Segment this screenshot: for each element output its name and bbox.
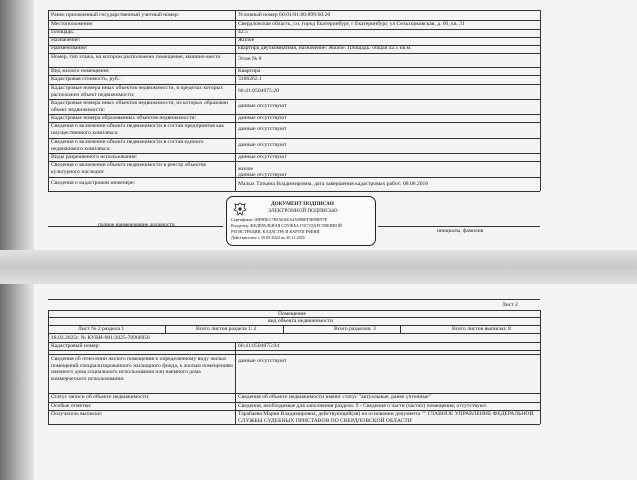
row-value: Сведения, необходимые для заполнения раздела: 9 - Сведения о части (частях) помещения, отсутствуют. bbox=[238, 403, 488, 409]
row-value: данные отсутствуют bbox=[238, 154, 287, 160]
sheet-number: Лист 2 bbox=[502, 302, 518, 308]
stamp-subtitle: ЭЛЕКТРОННОЙ ПОДПИСЬЮ bbox=[268, 208, 338, 214]
row-value: жилое bbox=[238, 166, 253, 172]
row-label: Ранее присвоенный государственный учетный номер: bbox=[51, 12, 180, 18]
sheets-total: Всего листов выписки: 8 bbox=[452, 326, 511, 332]
row-label: Сведения о включении объекта недвижимости в реестр объектов культурного наследия: bbox=[51, 162, 206, 175]
row-value: Жилое bbox=[238, 37, 255, 43]
row-label: Получатель выписки: bbox=[51, 411, 103, 417]
row-value: Тарабаева Мария Владимировна, действующий(ая) на основании документа "" ГЛАВНОЕ УПРАВЛЕНИЕ ФЕДЕРАЛЬНОЙ СЛУЖБЫ СУДЕБНЫХ ПРИСТАВОВ ПО СВЕРДЛОВСКОЙ ОБЛАСТИ bbox=[238, 411, 534, 424]
row-label: Сведения о включении объекта недвижимости в состав предприятия как имущественного комплекса: bbox=[51, 123, 225, 136]
statement-date-number: 18.03.2025г. № КУВИ-001/2025-70966956 bbox=[51, 335, 150, 341]
row-label: Наименование: bbox=[51, 45, 88, 51]
coat-of-arms-icon bbox=[233, 202, 247, 216]
row-value: 42.5 bbox=[238, 29, 248, 35]
sheet-of-section: Лист № 2 раздела 1 bbox=[78, 326, 125, 332]
sheets-in-section: Всего листов раздела 1: 2 bbox=[196, 326, 257, 332]
sections-total: Всего разделов: 3 bbox=[334, 326, 376, 332]
row-label: Особые отметки: bbox=[51, 403, 92, 409]
row-label: Вид жилого помещения: bbox=[51, 68, 110, 74]
row-value: Малых Татьяна Владимировна, дата завершения кадастровых работ: 08.06.2016 bbox=[238, 181, 429, 187]
initials-surname-label: инициалы, фамилия bbox=[437, 228, 484, 234]
row-label: Сведения о кадастровом инженере: bbox=[51, 180, 136, 186]
cadastral-number-value: 66:41:0504075:94 bbox=[238, 343, 280, 349]
row-label: Местоположение: bbox=[51, 21, 94, 27]
stamp-certificate: Сертификат: 00F9DEC7E0A0AEA4A58BEF3B98FF7E bbox=[231, 217, 328, 222]
row-value: данные отсутствуют bbox=[238, 103, 287, 109]
row-value: данные отсутствуют bbox=[238, 358, 287, 364]
scan-shadow-band bbox=[0, 250, 637, 284]
row-label: Кадастровые номера иных объектов недвижимости, из которых образован объект недвижимости: bbox=[51, 100, 228, 113]
scan-shadow-left bbox=[0, 0, 34, 480]
stamp-validity: Действителен: с 30.08.2024 по 30.11.2025 bbox=[231, 235, 305, 240]
electronic-signature-stamp bbox=[226, 196, 376, 246]
stamp-owner: Владелец: ФЕДЕРАЛЬНАЯ СЛУЖБА ГОСУДАРСТВЕННОЙ bbox=[231, 223, 342, 228]
row-label: Площадь: bbox=[51, 29, 75, 35]
position-title-label: полное наименование должности bbox=[98, 222, 175, 228]
row-label: Кадастровые номера иных объектов недвижимости, в пределах которых расположен объект недвижимости: bbox=[51, 85, 224, 98]
stamp-title: ДОКУМЕНТ ПОДПИСАН bbox=[271, 201, 334, 207]
row-value: 66:41:0504075:20 bbox=[238, 88, 280, 94]
row-value: Условный номер 66:01/01:00:899:60:20 bbox=[238, 12, 331, 18]
row-label: Статус записи об объекте недвижимости: bbox=[51, 394, 150, 400]
row-label: Сведения об отнесении жилого помещения к определенному виду жилых помещений специализированного жилищного фонда, к жилым помещениям наемного дома социального использования или наемного дома коммерческого использования: bbox=[51, 356, 233, 382]
row-value: квартира двухкомнатная, назначение: Жилое. Площадь: общая 42.5 кв.м. bbox=[238, 45, 412, 51]
row-label: Кадастровые номера образованных объектов недвижимости: bbox=[51, 115, 197, 121]
row-value: Сведения об объекте недвижимости имеют статус "актуальные, ранее учтенные" bbox=[238, 394, 431, 400]
row-label: Номер, тип этажа, на котором расположено помещение, машино-место bbox=[51, 54, 221, 60]
object-type-title: Помещение bbox=[278, 311, 307, 317]
row-value: Свердловская область, г.о. город Екатеринбург, г Екатеринбург, ул Сельхорковская, д. 60, кв. 31 bbox=[238, 21, 465, 27]
row-value: 3106262.1 bbox=[238, 76, 262, 82]
row-value: данные отсутствуют bbox=[238, 142, 287, 148]
row-label: Назначение: bbox=[51, 37, 81, 43]
stamp-owner-continued: РЕГИСТРАЦИИ, КАДАСТРА И КАРТОГРАФИИ bbox=[231, 229, 320, 234]
cadastral-number-label: Кадастровый номер: bbox=[51, 343, 100, 349]
row-value: данные отсутствуют bbox=[238, 126, 287, 132]
object-type-subtitle: вид объекта недвижимости bbox=[268, 318, 333, 324]
row-value: Этаж № 8 bbox=[238, 56, 262, 62]
row-label: Сведения о включении объекта недвижимости в состав единого недвижимого комплекса: bbox=[51, 139, 204, 152]
row-value: данные отсутствуют bbox=[238, 115, 287, 121]
row-value: Квартира bbox=[238, 68, 261, 74]
row-label: Кадастровая стоимость, руб.: bbox=[51, 76, 121, 82]
row-label: Виды разрешенного использования: bbox=[51, 154, 138, 160]
row-value: данные отсутствуют bbox=[238, 172, 287, 178]
